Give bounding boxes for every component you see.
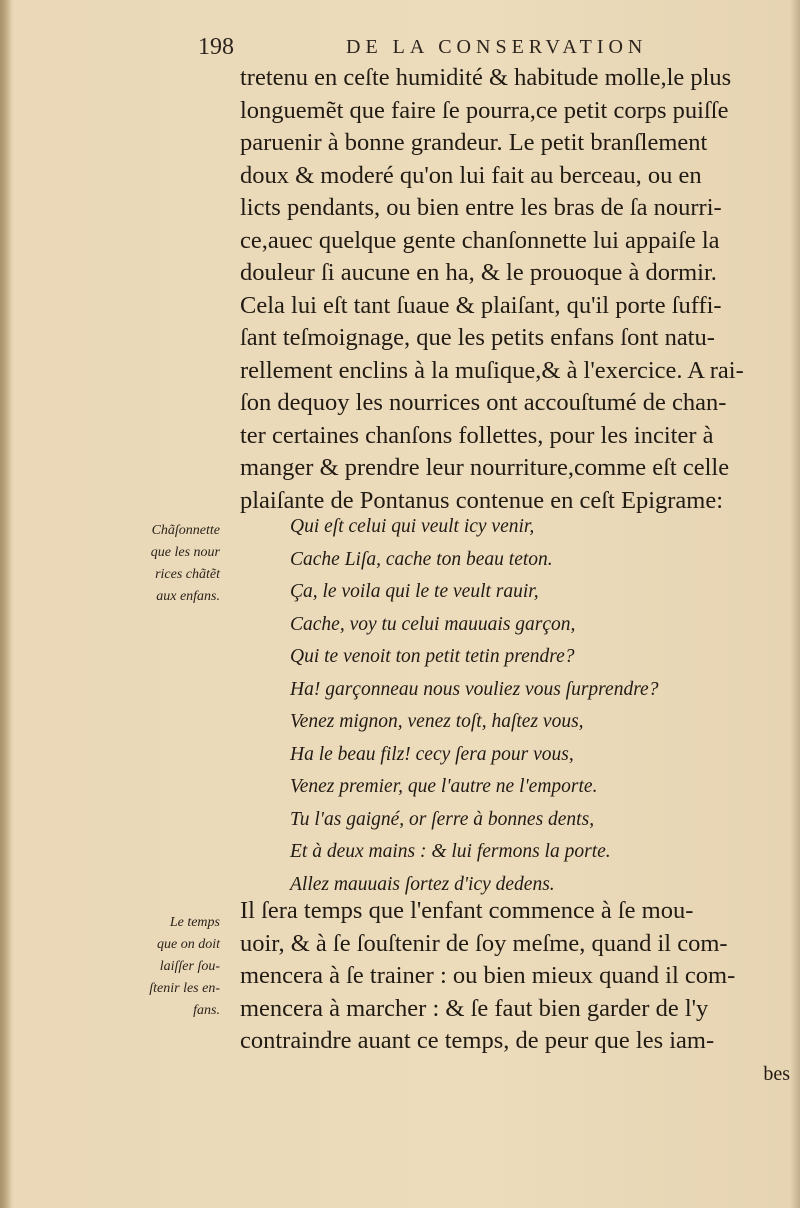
verse-line: Qui te venoit ton petit tetin prendre? [290,646,575,667]
text-line: manger & prendre leur nourriture,comme eſt celle [240,454,730,481]
margin-note-line: Chãſonnette [151,523,220,538]
text-line: mencera à ſe trainer : ou bien mieux quand il com- [240,962,736,989]
body-paragraph [240,62,800,517]
text-line: plaiſante de Pontanus contenue en ceſt Epigrame: [240,486,724,514]
text-line: mencera à marcher : & ſe faut bien garder de l'y [240,994,709,1022]
running-title: DE LA CONSERVATION [346,36,648,58]
margin-note-lullaby [120,520,220,608]
gutter-shadow [0,0,12,1208]
margin-note-line: fans. [193,1003,220,1018]
page-number: 198 [198,34,234,60]
verse-line: Allez mauuais ſortez d'icy dedens. [290,873,555,895]
verse-line: Tu l'as gaigné, or ſerre à bonnes dents, [290,808,595,830]
margin-note-line: que on doit [157,937,220,952]
verse-line: Et à deux mains : & lui fermons la porte. [290,841,611,862]
text-line: doux & moderé qu'on lui fait au berceau, ou en [240,161,702,189]
text-line: ſon dequoy les nourrices ont accouſtumé de chan- [240,389,727,416]
verse-line: Cache, voy tu celui mauuais garçon, [290,613,576,635]
text-line: longuemẽt que faire ſe pourra,ce petit corps puiſſe [240,96,729,124]
margin-note-line: aux enfans. [156,589,220,604]
epigram-verse [290,511,790,901]
text-line: rellement enclins à la muſique,& à l'exercice. A rai- [240,356,744,384]
verse-line: Ça, le voila qui le te veult rauir, [290,581,539,602]
catchword: bes [763,1062,790,1085]
margin-note-line: laiſſer ſou- [159,959,220,974]
verse-line: Ha! garçonneau nous vouliez vous ſurprendre? [290,678,659,700]
text-line: Il ſera temps que l'enfant commence à ſe mou- [240,897,694,924]
text-line: contraindre auant ce temps, de peur que les iam- [240,1027,715,1054]
verse-line: Venez premier, que l'autre ne l'emporte. [290,776,598,797]
text-line: licts pendants, ou bien entre les bras de ſa nourri- [240,194,722,221]
margin-note-walking [120,912,220,1022]
verse-line: Venez mignon, venez toſt, haſtez vous, [290,711,584,732]
text-line: uoir, & à ſe ſouſtenir de ſoy meſme, quand il com- [240,929,728,957]
text-line: ce,auec quelque gente chanſonnette lui appaiſe la [240,226,720,254]
margin-note-line: ſtenir les en- [149,981,220,996]
margin-note-line: Le temps [169,915,220,930]
text-line: ſant teſmoignage, que les petits enfans ſont natu- [240,324,715,351]
margin-note-line: rices chãtẽt [155,567,220,582]
text-line: Cela lui eſt tant ſuaue & plaiſant, qu'il porte ſuffi- [240,291,722,319]
body-paragraph-2 [240,895,800,1090]
margin-note-line: que les nour [150,545,220,560]
text-line: douleur ſi aucune en ha, & le prouoque à dormir. [240,259,717,286]
text-line: tretenu en ceſte humidité & habitude molle,le plus [240,64,732,91]
verse-line: Qui eſt celui qui veult icy venir, [290,516,535,537]
verse-line: Ha le beau filz! cecy ſera pour vous, [290,743,574,765]
text-line: ter certaines chanſons follettes, pour les inciter à [240,421,714,449]
verse-line: Cache Liſa, cache ton beau teton. [290,548,553,570]
text-line: paruenir à bonne grandeur. Le petit branſlement [240,129,708,156]
